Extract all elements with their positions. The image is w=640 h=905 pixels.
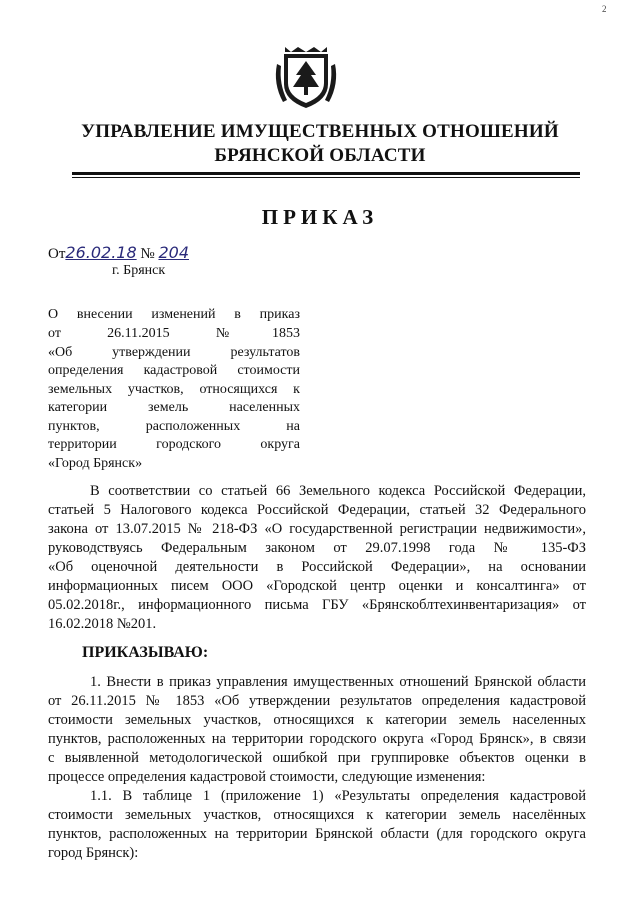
- paragraph-line: закона от 13.07.2015 № 218-ФЗ «О государственной регистрации недвижимости»,: [48, 521, 586, 537]
- number-value: 204: [158, 243, 189, 262]
- paragraph-line: пунктов, расположенных на территории городского округа «Город Брянск», в связи: [48, 731, 586, 747]
- subject-line: от 26.11.2015 №1853: [48, 326, 300, 341]
- paragraph-line: пунктов, расположенных на территории Брянской области (для городского округа: [48, 826, 586, 842]
- subject-line: пунктов, расположенных на: [48, 419, 300, 434]
- paragraph-line: с выявленной методологической ошибкой при группировке объектов оценки в: [48, 750, 586, 766]
- paragraph-line: 16.02.2018 №201.: [48, 616, 157, 632]
- paragraph-line: информационных писем ООО «Городской центр оценки и консалтинга» от: [48, 578, 586, 594]
- date-prefix: От: [48, 246, 66, 262]
- paragraph-line: руководствуясь Федеральным законом от 29.07.1998 года № 135-ФЗ: [48, 540, 586, 556]
- paragraph-line: стоимости земельных участков, относящихся к категории земель населенных: [48, 712, 586, 728]
- page-number: 2: [602, 4, 607, 14]
- paragraph-line: В соответствии со статьей 66 Земельного кодекса Российской Федерации,: [90, 483, 586, 499]
- paragraph-line: «Об оценочной деятельности в Российской Федерации», на основании: [48, 559, 586, 575]
- header-divider-thin: [72, 177, 580, 178]
- paragraph-line: от 26.11.2015 № 1853 «Об утверждении результатов определения кадастровой: [48, 693, 586, 709]
- paragraph-line: процессе определения кадастровой стоимости, следующие изменения:: [48, 769, 486, 785]
- subject-line: категории земель населенных: [48, 400, 300, 415]
- subject-line: О внесении изменений в приказ: [48, 307, 300, 322]
- document-title: ПРИКАЗ: [261, 205, 379, 229]
- paragraph-line: 1.1. В таблице 1 (приложение 1) «Результаты определения кадастровой: [90, 788, 586, 804]
- number-prefix: №: [140, 246, 155, 262]
- subject-line: определения кадастровой стоимости: [48, 363, 300, 378]
- paragraph-line: город Брянск):: [48, 845, 139, 861]
- date-number-line: [48, 243, 189, 263]
- paragraph-line: стоимости земельных участков, относящихся к категории земель населённых: [48, 807, 586, 823]
- subject-line: «Город Брянск»: [48, 456, 143, 471]
- subject-line: территории городского округа: [48, 437, 300, 452]
- subject-line: «Об утверждении результатов: [48, 345, 300, 360]
- subject-line: земельных участков, относящихся к: [48, 382, 300, 397]
- city: г. Брянск: [112, 263, 166, 278]
- paragraph-line: 05.02.2018г., информационного письма ГБУ «Брянскоблтехинвентаризация» от: [48, 597, 586, 613]
- organization-name-line2: БРЯНСКОЙ ОБЛАСТИ: [214, 145, 426, 166]
- header-divider-thick: [72, 172, 580, 175]
- organization-name-line1: УПРАВЛЕНИЕ ИМУЩЕСТВЕННЫХ ОТНОШЕНИЙ: [81, 121, 559, 142]
- order-heading: ПРИКАЗЫВАЮ:: [82, 644, 209, 661]
- coat-of-arms-emblem: [271, 42, 341, 112]
- date-value: 26.02.18: [65, 243, 137, 262]
- paragraph-line: статьей 5 Налогового кодекса Российской Федерации, статьей 32 Федерального: [48, 502, 586, 518]
- paragraph-line: 1. Внести в приказ управления имущественных отношений Брянской области: [90, 674, 586, 690]
